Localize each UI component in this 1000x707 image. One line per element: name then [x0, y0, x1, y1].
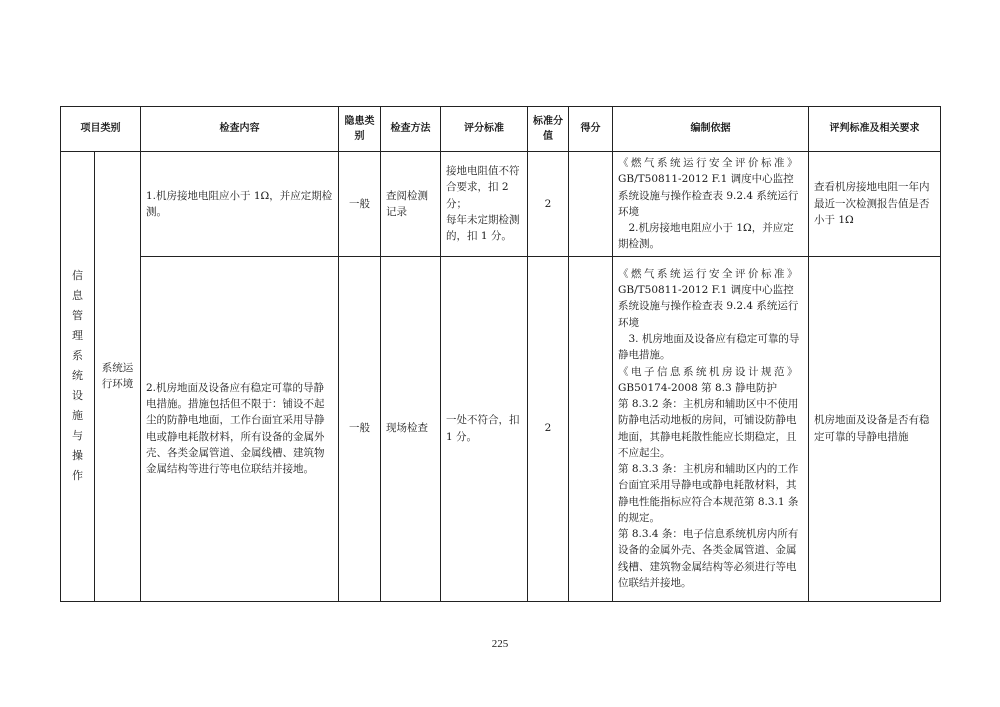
page-number: 225: [491, 638, 509, 650]
category-label: 信息管理系统设施与操作: [72, 269, 83, 483]
scoring-line: 每年未定期检测的，扣 1 分。: [446, 213, 520, 243]
standard-score-cell: 2: [528, 256, 569, 601]
basis-line: 第 8.3.4 条：电子信息系统机房内所有设备的金属外壳、各类金属管道、金属线槽、建筑物金属结构等必须进行等电位联结并接地。: [618, 528, 799, 589]
requirements-cell: 查看机房接地电阻一年内最近一次检测报告值是否小于 1Ω: [809, 152, 941, 257]
basis-line: GB/T50811-2012 F.1 调度中心监控系统设施与操作检查表 9.2.4 系统运行环境: [618, 284, 799, 329]
header-evaluation-requirements: 评判标准及相关要求: [809, 107, 941, 152]
basis-line: 《电子信息系统机房设计规范》: [618, 365, 800, 378]
basis-line: GB50174-2008 第 8.3 静电防护: [618, 381, 777, 394]
scoring-cell: [441, 256, 528, 601]
basis-line: 2.机房接地电阻应小于 1Ω，并应定期检测。: [618, 222, 794, 251]
header-scoring-standard: 评分标准: [441, 107, 528, 152]
header-basis: 编制依据: [613, 107, 809, 152]
content-cell: 2.机房地面及设备应有稳定可靠的导静电措施。措施包括但不限于：铺设不起尘的防静电地面，工作台面宜采用导静电或静电耗散材料，所有设备的金属外壳、各类金属管道、金属线槽、建筑物金属结构等进行等电位联结并接地。: [141, 256, 339, 601]
category-cell: [61, 152, 95, 602]
subcategory-label: 系统运行环境: [101, 362, 134, 391]
basis-line: 《燃气系统运行安全评价标准》: [618, 267, 800, 280]
basis-cell: [613, 256, 809, 601]
header-hazard-category: 隐患类别: [339, 107, 381, 152]
hazard-cell: 一般: [339, 152, 381, 257]
basis-cell: [613, 152, 809, 257]
score-cell: [569, 152, 613, 257]
table-row: [61, 152, 941, 257]
basis-line: 第 8.3.3 条：主机房和辅助区内的工作台面宜采用导静电或静电耗散材料，其静电性能指标应符合本规范第 8.3.1 条的规定。: [618, 463, 799, 524]
hazard-cell: 一般: [339, 256, 381, 601]
basis-line: 3. 机房地面及设备应有稳定可靠的导静电措施。: [618, 333, 800, 362]
table-row: [61, 256, 941, 601]
header-standard-score: 标准分值: [528, 107, 569, 152]
scoring-line: 一处不符合，扣 1 分。: [446, 414, 520, 443]
requirements-cell: 机房地面及设备是否有稳定可靠的导静电措施: [809, 256, 941, 601]
method-cell: 现场检查: [381, 256, 441, 601]
header-inspection-method: 检查方法: [381, 107, 441, 152]
inspection-table: [60, 106, 941, 602]
scoring-line: 接地电阻值不符合要求，扣 2 分；: [446, 165, 520, 210]
scoring-cell: [441, 152, 528, 257]
basis-line: GB/T50811-2012 F.1 调度中心监控系统设施与操作检查表 9.2.4 系统运行环境: [618, 173, 799, 218]
header-inspection-content: 检查内容: [141, 107, 339, 152]
content-cell: 1.机房接地电阻应小于 1Ω，并应定期检测。: [141, 152, 339, 257]
table-header-row: [61, 107, 941, 152]
basis-line: 第 8.3.2 条：主机房和辅助区中不使用防静电活动地板的房间，可铺设防静电地面，其静电耗散性能应长期稳定，且不应起尘。: [618, 398, 799, 459]
header-score: 得分: [569, 107, 613, 152]
header-project-category: 项目类别: [61, 107, 141, 152]
subcategory-cell: [95, 152, 141, 602]
basis-line: 《燃气系统运行安全评价标准》: [618, 157, 800, 169]
method-cell: 查阅检测记录: [381, 152, 441, 257]
standard-score-cell: 2: [528, 152, 569, 257]
score-cell: [569, 256, 613, 601]
